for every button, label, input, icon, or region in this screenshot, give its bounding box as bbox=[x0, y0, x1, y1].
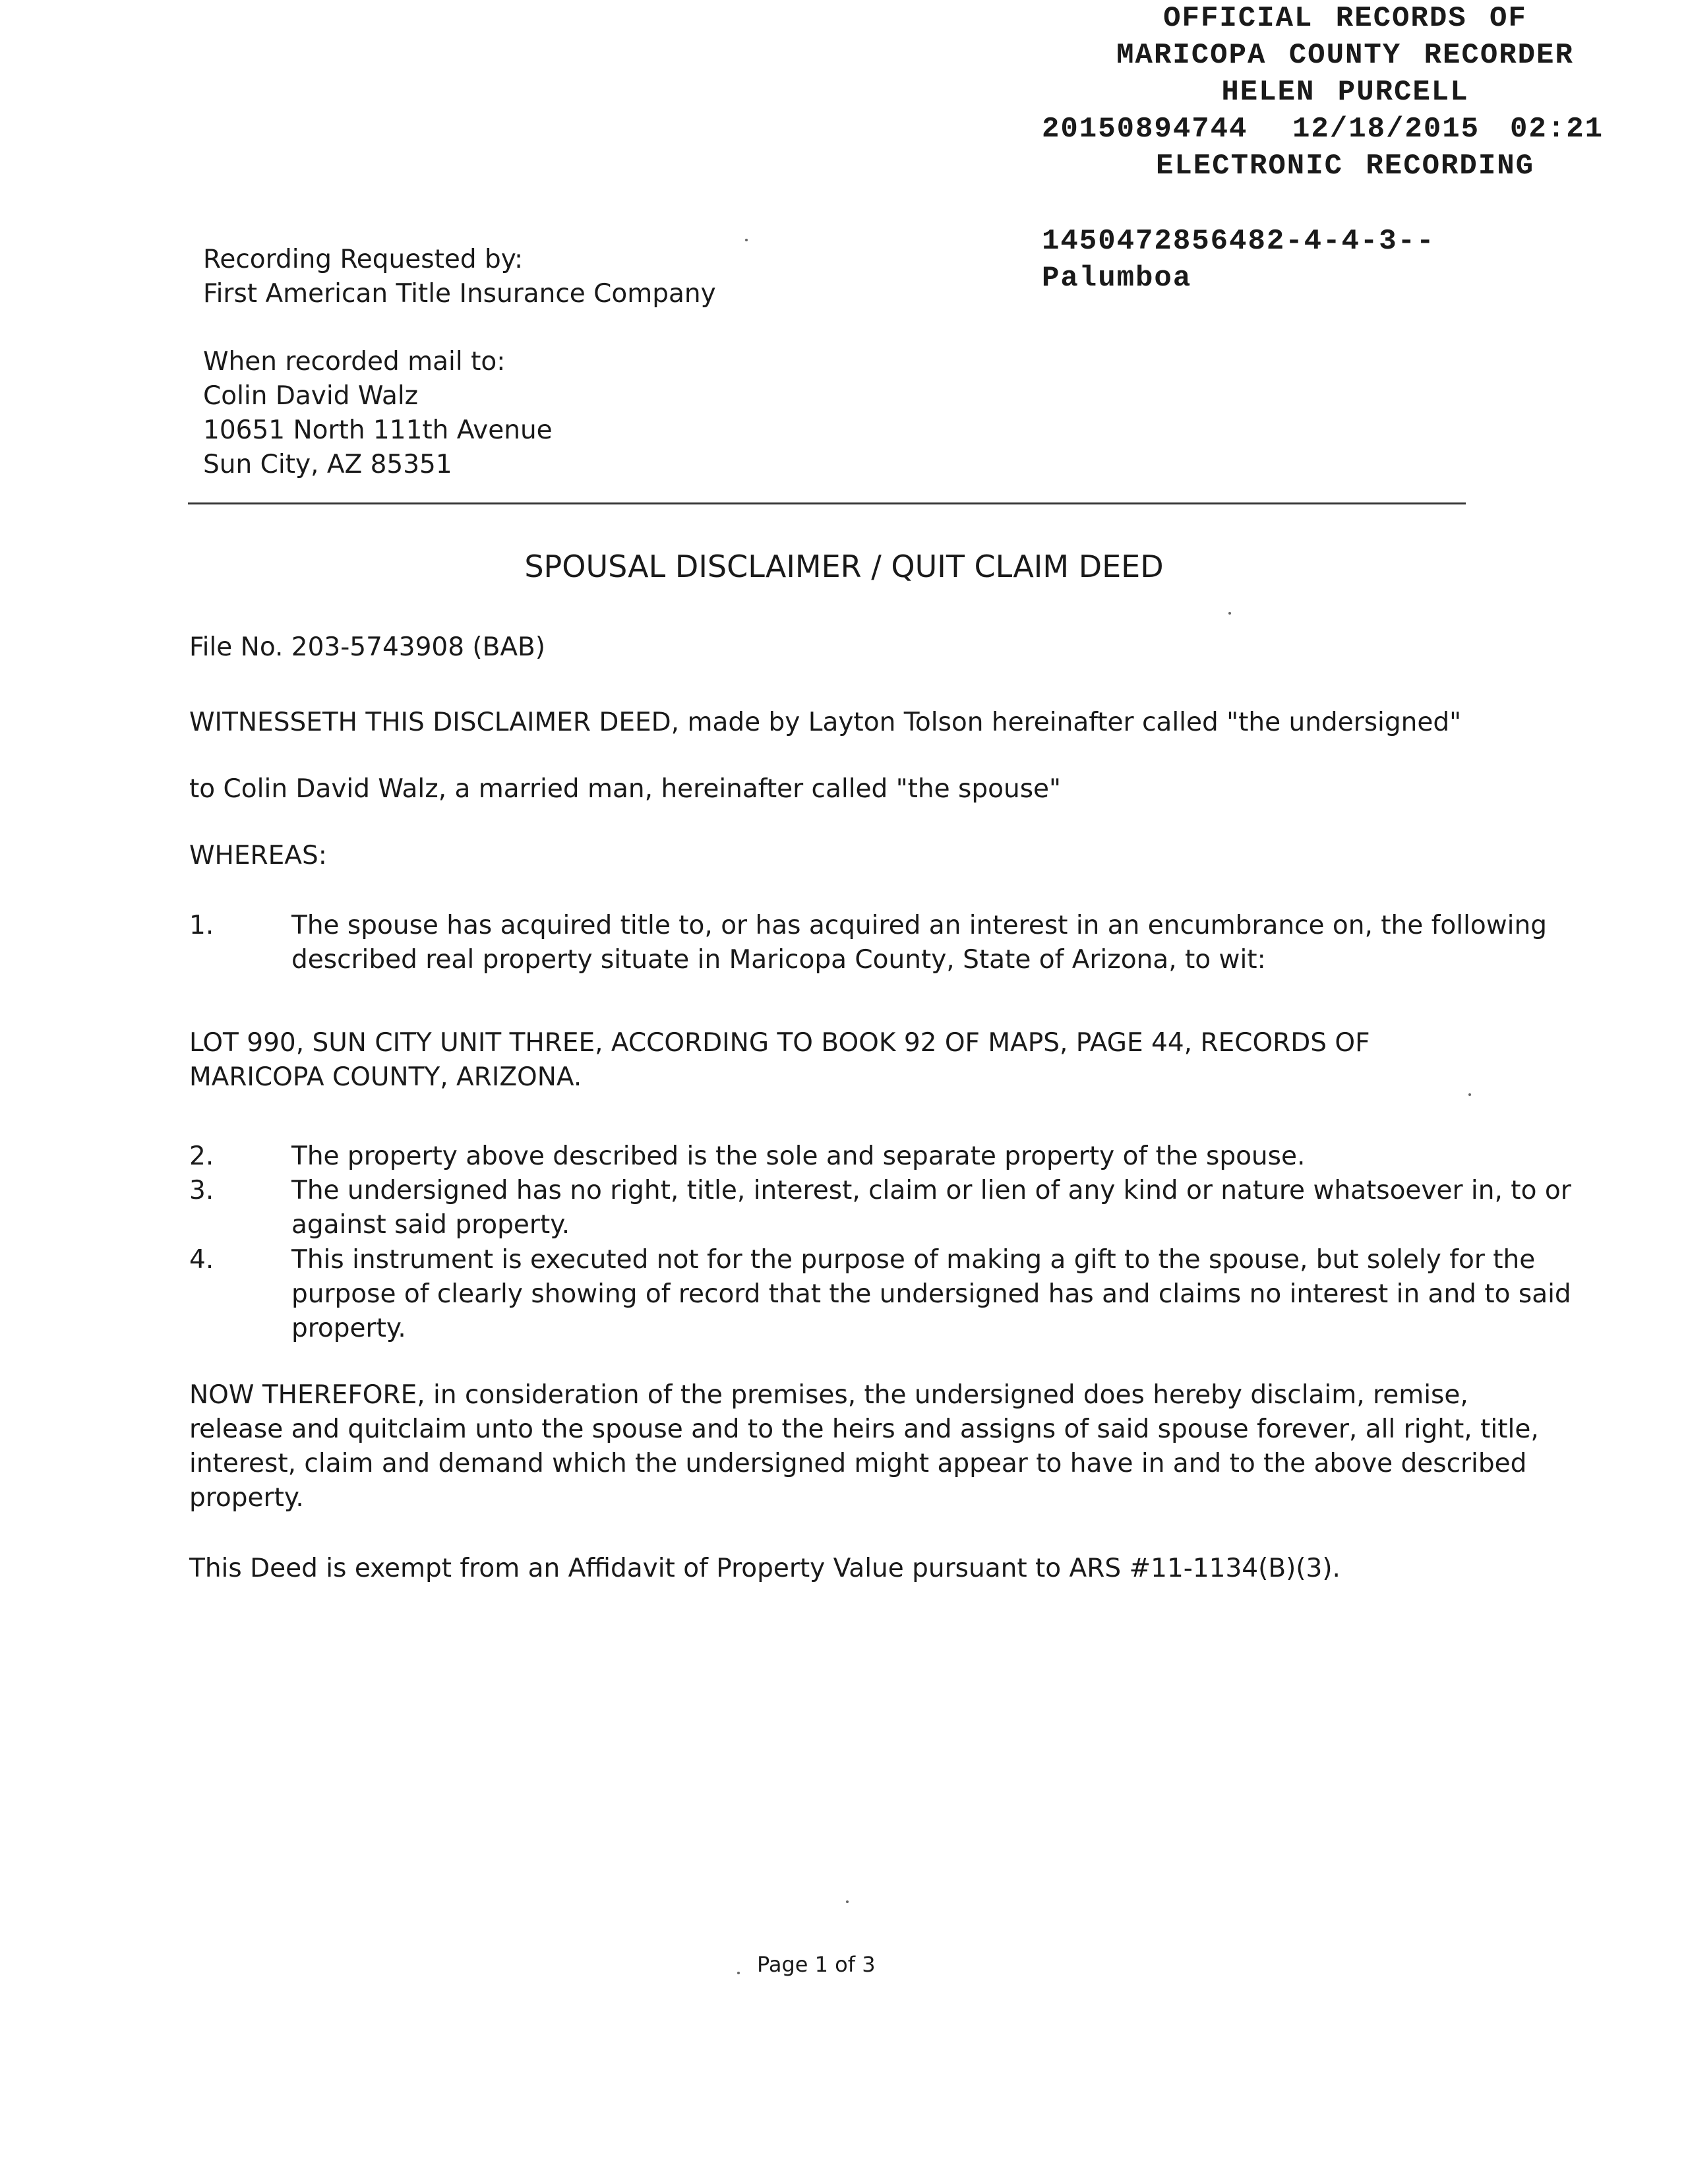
legal-line: MARICOPA COUNTY, ARIZONA. bbox=[189, 1062, 582, 1092]
mail-to-label: When recorded mail to: bbox=[203, 347, 506, 377]
item-text-line: The undersigned has no right, title, interest, claim or lien of any kind or nature whatsoever in, to or bbox=[291, 1176, 1571, 1205]
stamp-record-date: 12/18/2015 bbox=[1292, 113, 1480, 146]
requested-by-label: Recording Requested by: bbox=[203, 245, 524, 274]
item-number: 2. bbox=[189, 1141, 214, 1171]
mail-to-name: Colin David Walz bbox=[203, 381, 419, 411]
item-text-line: described real property situate in Maricopa County, State of Arizona, to wit: bbox=[291, 945, 1266, 975]
item-number: 3. bbox=[189, 1176, 214, 1205]
stamp-record-line bbox=[1029, 111, 1662, 148]
reference-code: 1450472856482-4-4-3-- bbox=[1042, 225, 1435, 258]
legal-line: LOT 990, SUN CITY UNIT THREE, ACCORDING TO BOOK 92 OF MAPS, PAGE 44, RECORDS OF bbox=[189, 1028, 1370, 1058]
paragraph-line: interest, claim and demand which the undersigned might appear to have in and to the above described bbox=[189, 1449, 1527, 1478]
mail-to-block bbox=[203, 345, 553, 482]
stamp-line-5: ELECTRONIC RECORDING bbox=[1155, 150, 1535, 183]
recorder-stamp bbox=[1029, 0, 1662, 185]
item-text bbox=[291, 1243, 1688, 1346]
item-number: 4. bbox=[189, 1245, 214, 1275]
scan-speck bbox=[1228, 612, 1231, 615]
paragraph-line: release and quitclaim unto the spouse and to the heirs and assigns of said spouse forever, all right, title, bbox=[189, 1414, 1539, 1444]
item-text-line: against said property. bbox=[291, 1210, 570, 1240]
requested-by-block bbox=[203, 243, 716, 311]
stamp-record-time: 02:21 bbox=[1510, 113, 1604, 146]
item-text-line: This instrument is executed not for the purpose of making a gift to the spouse, but solely for the bbox=[291, 1245, 1536, 1275]
stamp-line-2: MARICOPA COUNTY RECORDER bbox=[1116, 39, 1574, 72]
to-spouse-line: to Colin David Walz, a married man, hereinafter called "the spouse" bbox=[189, 774, 1061, 804]
page-number: Page 1 of 3 bbox=[757, 1952, 876, 1977]
requested-by-company: First American Title Insurance Company bbox=[203, 279, 716, 309]
scan-speck bbox=[846, 1900, 849, 1903]
file-number: File No. 203-5743908 (BAB) bbox=[189, 632, 546, 662]
mail-to-street: 10651 North 111th Avenue bbox=[203, 415, 553, 445]
item-text-line: The spouse has acquired title to, or has acquired an interest in an encumbrance on, the following bbox=[291, 911, 1547, 940]
item-text bbox=[291, 1174, 1688, 1242]
stamp-line-3: HELEN PURCELL bbox=[1221, 76, 1469, 109]
legal-description bbox=[189, 1026, 1370, 1095]
item-text-line: The property above described is the sole and separate property of the spouse. bbox=[291, 1141, 1306, 1171]
item-text-line: property. bbox=[291, 1314, 406, 1343]
witnesseth-line: WITNESSETH THIS DISCLAIMER DEED, made by Layton Tolson hereinafter called "the undersigned" bbox=[189, 708, 1462, 737]
now-therefore-paragraph bbox=[189, 1378, 1539, 1515]
stamp-line-1: OFFICIAL RECORDS OF bbox=[1163, 2, 1527, 35]
scan-speck bbox=[745, 239, 748, 241]
paragraph-line: property. bbox=[189, 1483, 304, 1513]
mail-to-city: Sun City, AZ 85351 bbox=[203, 450, 452, 479]
document-title: SPOUSAL DISCLAIMER / QUIT CLAIM DEED bbox=[524, 549, 1164, 584]
recorder-reference bbox=[1042, 223, 1435, 297]
header-divider bbox=[188, 502, 1466, 504]
reference-name: Palumboa bbox=[1042, 262, 1192, 295]
paragraph-line: NOW THEREFORE, in consideration of the premises, the undersigned does hereby disclaim, remise, bbox=[189, 1380, 1468, 1410]
item-text-line: purpose of clearly showing of record that the undersigned has and claims no interest in and to said bbox=[291, 1279, 1571, 1309]
item-text bbox=[291, 909, 1688, 977]
scan-speck bbox=[737, 1972, 740, 1974]
exemption-statement: This Deed is exempt from an Affidavit of Property Value pursuant to ARS #11-1134(B)(3). bbox=[189, 1554, 1341, 1583]
whereas-heading: WHEREAS: bbox=[189, 841, 327, 870]
scan-speck bbox=[1468, 1093, 1471, 1096]
item-text bbox=[291, 1139, 1688, 1174]
stamp-record-number: 20150894744 bbox=[1042, 113, 1248, 146]
item-number: 1. bbox=[189, 911, 214, 940]
